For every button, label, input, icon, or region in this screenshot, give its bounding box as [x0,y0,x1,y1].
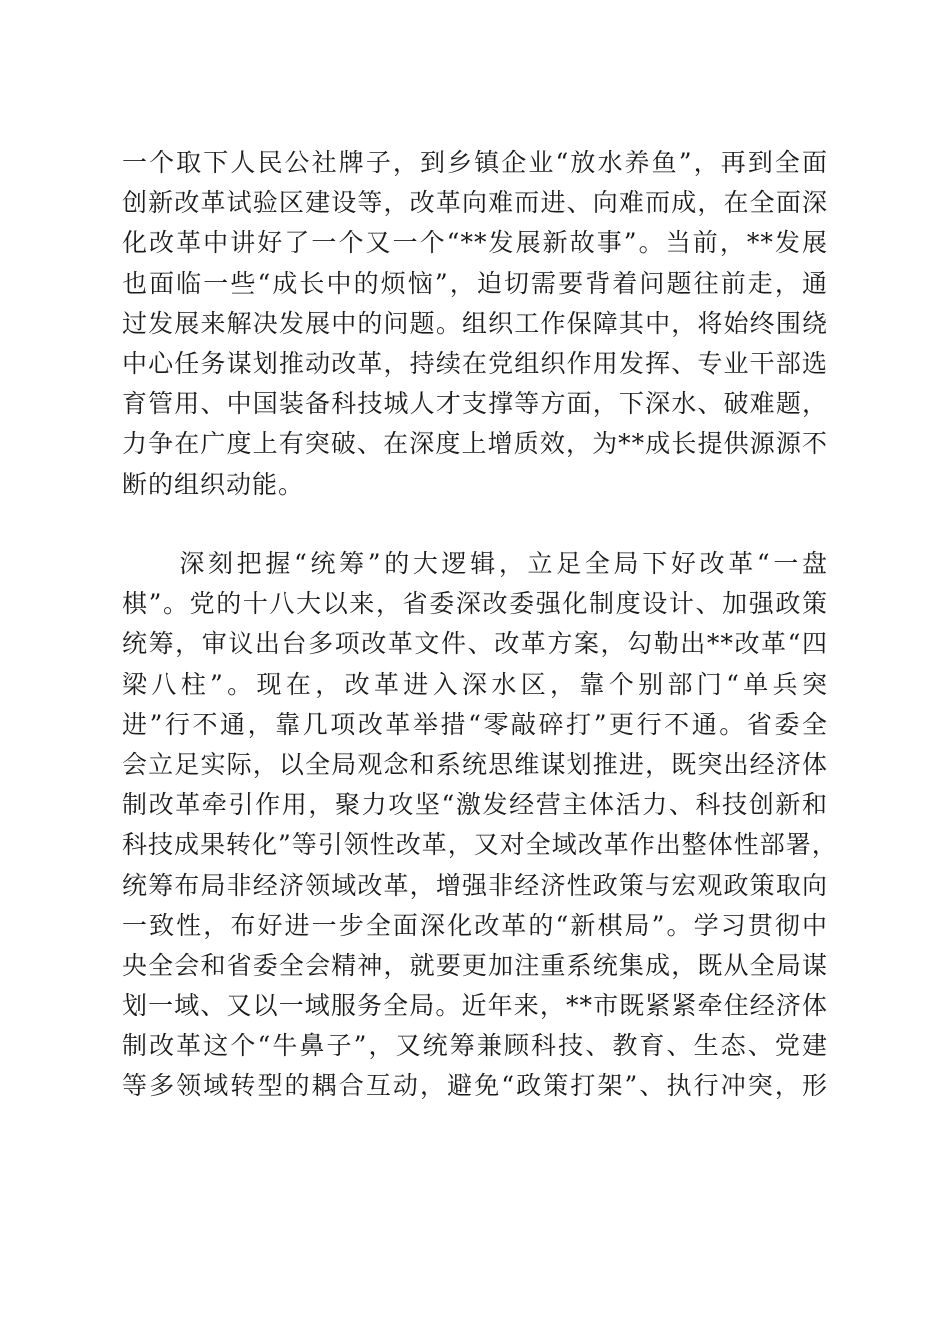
text-line: 断的组织动能。 [122,469,305,499]
text-line: 一个取下人民公社牌子，到乡镇企业“放水养鱼”，再到全面 [122,148,828,177]
text-line: 等多领域转型的耦合互动，避免“政策打架”、执行冲突，形 [122,1071,828,1101]
text-line: 创新改革试验区建设等，改革向难而进、向难而成，在全面深 [122,188,828,218]
text-line: 会立足实际，以全局观念和系统思维谋划推进，既突出经济体 [122,749,828,779]
text-line: 梁八柱”。现在，改革进入深水区，靠个别部门“单兵突 [122,669,828,699]
text-line: 也面临一些“成长中的烦恼”，迫切需要背着问题往前走，通 [122,268,828,298]
text-line: 育管用、中国装备科技城人才支撑等方面，下深水、破难题， [122,389,828,419]
text-line: 划一域、又以一域服务全局。近年来，**市既紧紧牵住经济体 [122,991,828,1021]
paragraph-1 [122,143,828,505]
text-line: 化改革中讲好了一个又一个“**发展新故事”。当前，**发展 [122,228,828,258]
text-line: 统筹，审议出台多项改革文件、改革方案，勾勒出**改革“四 [122,629,828,659]
text-line: 进”行不通，靠几项改革举措“零敲碎打”更行不通。省委全 [122,709,828,739]
text-line: 央全会和省委全会精神，就要更加注重系统集成，既从全局谋 [122,950,828,980]
paragraph-2 [122,544,838,1107]
text-line: 中心任务谋划推动改革，持续在党组织作用发挥、专业干部选 [122,348,828,378]
text-line: 统筹布局非经济领域改革，增强非经济性政策与宏观政策取向 [122,870,828,900]
text-line: 一致性，布好进一步全面深化改革的“新棋局”。学习贯彻中 [122,910,828,940]
text-line: 制改革牵引作用，聚力攻坚“激发经营主体活力、科技创新和 [122,790,828,820]
text-line: 制改革这个“牛鼻子”，又统筹兼顾科技、教育、生态、党建 [122,1031,828,1061]
text-line: 力争在广度上有突破、在深度上增质效，为**成长提供源源不 [122,429,828,459]
text-line: 棋”。党的十八大以来，省委深改委强化制度设计、加强政策 [122,589,828,619]
text-line: 深刻把握“统筹”的大逻辑，立足全局下好改革“一盘 [122,549,828,578]
text-line: 科技成果转化”等引领性改革，又对全域改革作出整体性部署， [122,830,838,860]
text-line: 过发展来解决发展中的问题。组织工作保障其中，将始终围绕 [122,308,828,338]
